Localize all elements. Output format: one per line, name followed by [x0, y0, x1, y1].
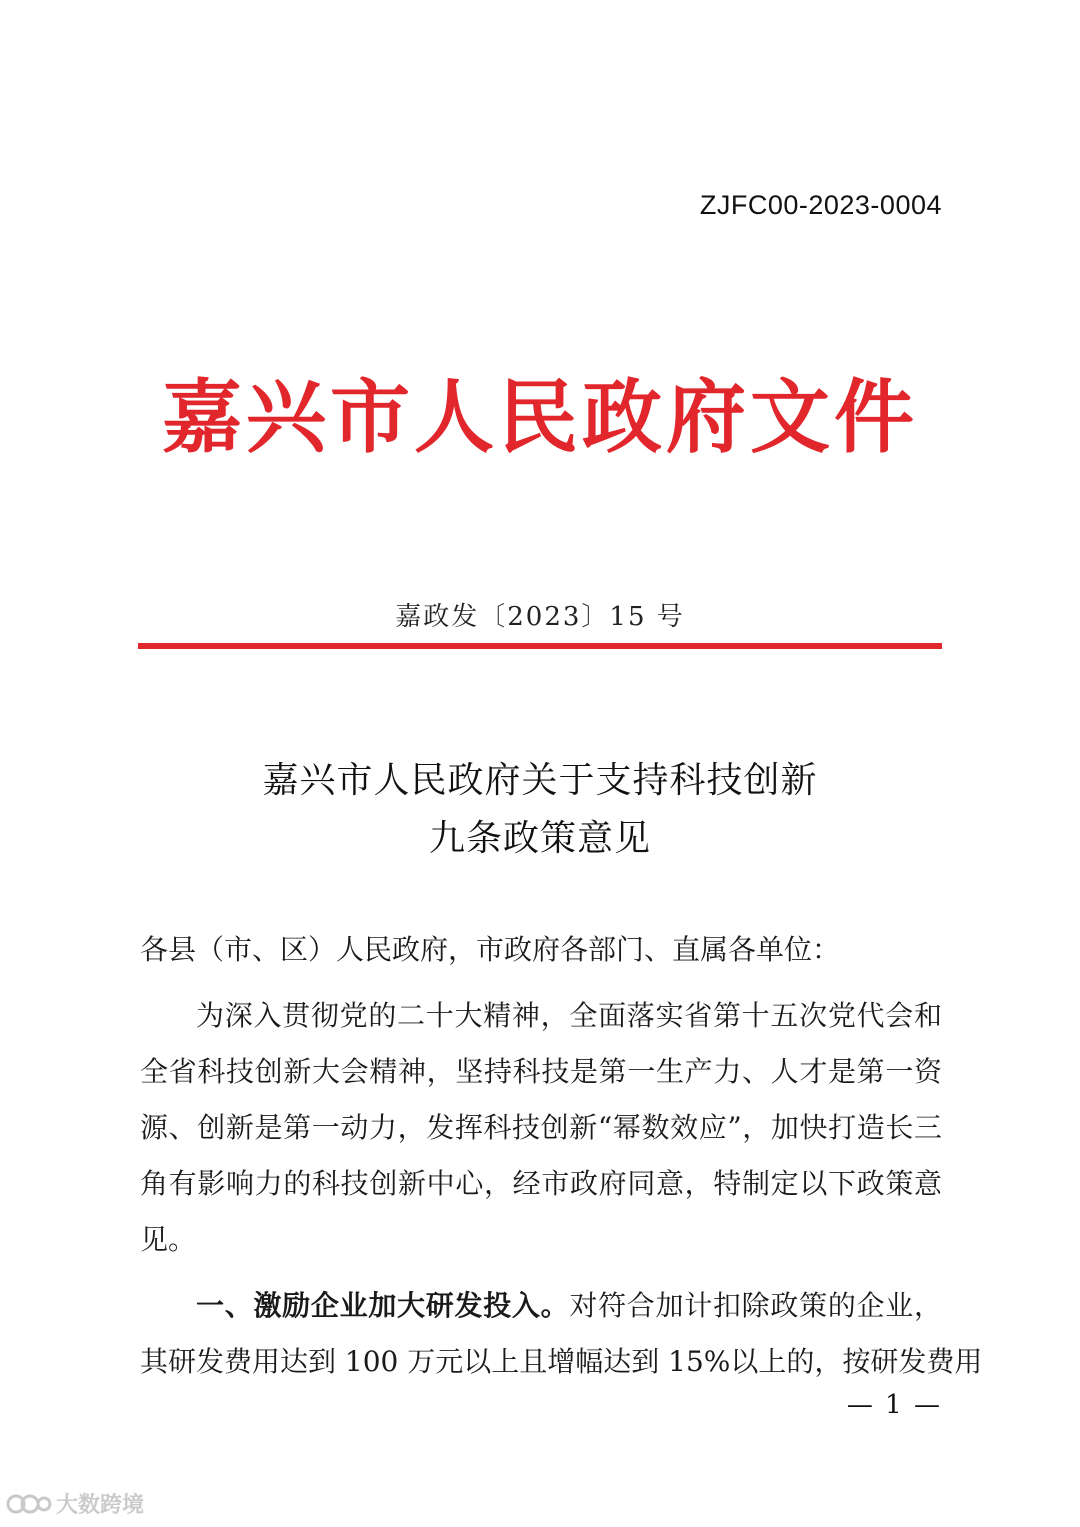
watermark-text: 大数跨境 — [56, 1493, 145, 1518]
intro-line-2: 全省科技创新大会精神，坚持科技是第一生产力、人才是第一资 — [140, 1055, 942, 1088]
intro-line-1: 为深入贯彻党的二十大精神，全面落实省第十五次党代会和 — [196, 999, 942, 1032]
intro-line-3: 源、创新是第一动力，发挥科技创新“幂数效应”，加快打造长三 — [140, 1111, 942, 1144]
watermark-logo-icon — [6, 1491, 52, 1517]
document-number: 嘉政发〔2023〕15 号 — [395, 602, 685, 632]
masthead-title: 嘉兴市人民政府文件 — [162, 371, 918, 464]
intro-line-5: 见。 — [140, 1223, 197, 1256]
salutation: 各县（市、区）人民政府，市政府各部门、直属各单位： — [140, 933, 841, 966]
title-line-1: 嘉兴市人民政府关于支持科技创新 — [262, 760, 818, 801]
document-title — [0, 752, 1080, 868]
title-line-2: 九条政策意见 — [428, 818, 651, 859]
section-1-heading: 一、激励企业加大研发投入。 — [196, 1289, 570, 1322]
page-number: — 1 — — [846, 1390, 942, 1420]
document-code: ZJFC00-2023-0004 — [699, 190, 942, 220]
section-1-line-2: 其研发费用达到 100 万元以上且增幅达到 15%以上的，按研发费用 — [140, 1345, 983, 1378]
document-body — [140, 922, 983, 1390]
intro-line-4: 角有影响力的科技创新中心，经市政府同意，特制定以下政策意 — [140, 1167, 942, 1200]
red-divider-line — [138, 643, 942, 649]
watermark — [6, 1488, 144, 1519]
section-1-line-1 — [140, 1278, 942, 1334]
section-1-text: 对符合加计扣除政策的企业， — [569, 1289, 942, 1322]
